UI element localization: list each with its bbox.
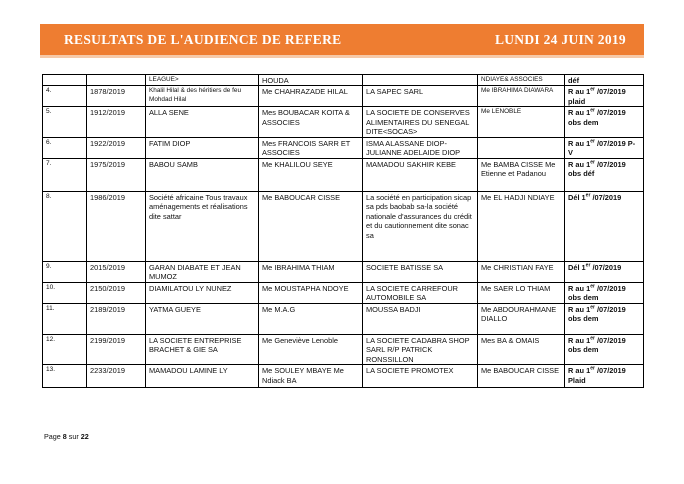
decision — [565, 334, 644, 364]
decision-prefix: R au 1 — [568, 304, 591, 314]
case-number: 2015/2019 — [87, 261, 146, 282]
defendant-lawyer: NDIAYE& ASSOCIES — [478, 75, 565, 86]
results-table — [42, 74, 644, 388]
hearing-date: LUNDI 24 JUIN 2019 — [494, 31, 626, 47]
defendant: SOCIETE BATISSE SA — [363, 261, 478, 282]
decision-prefix: R au 1 — [568, 108, 591, 118]
plaintiff: Khalil Hilal & des héritiers de feu Mohdad Hilal — [146, 86, 259, 107]
plaintiff: YATMA GUEYE — [146, 303, 259, 334]
case-number: 1912/2019 — [87, 107, 146, 137]
defendant: LA SAPEC SARL — [363, 86, 478, 107]
table-row — [43, 158, 644, 191]
table-row — [43, 137, 644, 158]
plaintiff: GARAN DIABATE ET JEAN MUMOZ — [146, 261, 259, 282]
defendant: LA SOCIETE CARREFOUR AUTOMOBILE SA — [363, 282, 478, 303]
case-number: 1975/2019 — [87, 158, 146, 191]
table-row — [43, 86, 644, 107]
plaintiff: Société africaine Tous travaux aménagements et réalisations dite sattar — [146, 191, 259, 261]
decision-prefix: R au 1 — [568, 87, 591, 97]
plaintiff-lawyer: Me BABOUCAR CISSE — [259, 191, 363, 261]
plaintiff-lawyer: Me M.A.G — [259, 303, 363, 334]
defendant-lawyer — [478, 137, 565, 158]
case-number: 1878/2019 — [87, 86, 146, 107]
decision — [565, 365, 644, 388]
header-banner — [40, 24, 644, 58]
row-number: 9. — [43, 261, 87, 282]
plaintiff-lawyer: Mes FRANCOIS SARR ET ASSOCIES — [259, 137, 363, 158]
row-number: 7. — [43, 158, 87, 191]
page-total: 22 — [80, 432, 89, 441]
defendant-lawyer: Me SAER LO THIAM — [478, 282, 565, 303]
page-label: Page — [44, 432, 61, 441]
plaintiff-lawyer: Me MOUSTAPHA NDOYE — [259, 282, 363, 303]
decision-prefix: R au 1 — [568, 283, 591, 293]
page-current: 8 — [62, 432, 67, 441]
decision — [565, 303, 644, 334]
plaintiff: MAMADOU LAMINE LY — [146, 365, 259, 388]
plaintiff: ALLA SENE — [146, 107, 259, 137]
defendant: MOUSSA BADJI — [363, 303, 478, 334]
defendant: LA SOCIETE PROMOTEX — [363, 365, 478, 388]
page-sep: sur — [68, 432, 79, 441]
plaintiff-lawyer: Me Geneviève Lenoble — [259, 334, 363, 364]
defendant-lawyer: Me LENOBLE — [478, 107, 565, 137]
decision-ordinal: er — [590, 283, 595, 290]
plaintiff-lawyer: Me KHALILOU SEYE — [259, 158, 363, 191]
plaintiff: FATIM DIOP — [146, 137, 259, 158]
decision-ordinal: er — [585, 262, 591, 269]
decision-ordinal: er — [590, 304, 595, 311]
defendant: MAMADOU SAKHIR KEBE — [363, 158, 478, 191]
row-number: 5. — [43, 107, 87, 137]
defendant: LA SOCIETE CADABRA SHOP SARL R/P PATRICK RONSSILLON — [363, 334, 478, 364]
decision-prefix: R au 1 — [568, 335, 591, 345]
table-row — [43, 261, 644, 282]
plaintiff: LEAGUE> — [146, 75, 259, 86]
row-number: 8. — [43, 191, 87, 261]
decision-suffix: /07/2019 obs dem — [568, 283, 626, 303]
decision-ordinal: er — [585, 192, 591, 199]
decision — [565, 261, 644, 282]
defendant-lawyer: Me EL HADJI NDIAYE — [478, 191, 565, 261]
decision-suffix: /07/2019 obs dem — [568, 108, 626, 127]
decision: déf — [565, 75, 644, 86]
defendant-lawyer: Me BABOUCAR CISSE — [478, 365, 565, 388]
row-number: 13. — [43, 365, 87, 388]
decision-ordinal: er — [590, 159, 595, 166]
row-number: 11. — [43, 303, 87, 334]
case-number — [87, 75, 146, 86]
table-row — [43, 334, 644, 364]
decision-suffix: /07/2019 — [590, 192, 622, 202]
case-number: 2199/2019 — [87, 334, 146, 364]
decision-prefix: R au 1 — [568, 138, 591, 148]
decision-suffix: /07/2019 obs déf — [568, 159, 626, 179]
plaintiff: DIAMILATOU LY NUNEZ — [146, 282, 259, 303]
case-number: 2189/2019 — [87, 303, 146, 334]
decision — [565, 107, 644, 137]
decision — [565, 282, 644, 303]
table-row — [43, 107, 644, 137]
plaintiff: LA SOCIETE ENTREPRISE BRACHET & GIE SA — [146, 334, 259, 364]
defendant-lawyer: Me IBRAHIMA DIAWARA — [478, 86, 565, 107]
defendant-lawyer: Me BAMBA CISSE Me Etienne et Padanou — [478, 158, 565, 191]
decision-suffix: /07/2019 obs dem — [568, 304, 626, 324]
decision-ordinal: er — [590, 335, 595, 342]
plaintiff: BABOU SAMB — [146, 158, 259, 191]
defendant — [363, 75, 478, 86]
case-number: 1922/2019 — [87, 137, 146, 158]
decision — [565, 86, 644, 107]
defendant-lawyer: Me ABDOURAHMANE DIALLO — [478, 303, 565, 334]
decision-ordinal: er — [590, 87, 595, 93]
decision — [565, 137, 644, 158]
decision-suffix: /07/2019 plaid — [568, 87, 626, 106]
plaintiff-lawyer: Me IBRAHIMA THIAM — [259, 261, 363, 282]
plaintiff-lawyer: Mes BOUBACAR KOITA & ASSOCIES — [259, 107, 363, 137]
case-number: 2233/2019 — [87, 365, 146, 388]
row-number: 10. — [43, 282, 87, 303]
defendant: LA SOCIETE DE CONSERVES ALIMENTAIRES DU SENEGAL DITE<SOCAS> — [363, 107, 478, 137]
plaintiff-lawyer: Me CHAHRAZADE HILAL — [259, 86, 363, 107]
decision-ordinal: er — [590, 107, 595, 114]
decision-prefix: R au 1 — [568, 366, 591, 376]
plaintiff-lawyer: HOUDA — [259, 75, 363, 86]
document-title: RESULTATS DE L'AUDIENCE DE REFERE — [64, 31, 342, 47]
decision-suffix: /07/2019 — [590, 262, 622, 272]
decision-prefix: Dél 1 — [568, 192, 586, 202]
defendant: ISMA ALASSANE DIOP-JULIANNE ADELAIDE DIOP — [363, 137, 478, 158]
decision-suffix: /07/2019 obs dem — [568, 335, 626, 355]
row-number — [43, 75, 87, 86]
table-row — [43, 303, 644, 334]
decision — [565, 158, 644, 191]
plaintiff-lawyer: Me SOULEY MBAYE Me Ndiack BA — [259, 365, 363, 388]
table-row-carryover — [43, 75, 644, 86]
table-row — [43, 191, 644, 261]
decision-prefix: R au 1 — [568, 159, 591, 169]
decision-suffix: /07/2019 P-V — [568, 138, 636, 158]
decision-ordinal: er — [590, 365, 595, 372]
decision-ordinal: er — [590, 138, 595, 145]
defendant-lawyer: Me CHRISTIAN FAYE — [478, 261, 565, 282]
defendant: La société en participation sicap sa pds baobab sa-la société nationale d'assurances du crédit et du cautionnement dite sonac sa — [363, 191, 478, 261]
decision-suffix: /07/2019 Plaid — [568, 366, 626, 385]
row-number: 12. — [43, 334, 87, 364]
case-number: 1986/2019 — [87, 191, 146, 261]
table-row — [43, 365, 644, 388]
row-number: 4. — [43, 86, 87, 107]
defendant-lawyer: Mes BA & OMAIS — [478, 334, 565, 364]
decision-prefix: Dél 1 — [568, 262, 586, 272]
table-row — [43, 282, 644, 303]
row-number: 6. — [43, 137, 87, 158]
page-footer — [44, 432, 89, 441]
decision — [565, 191, 644, 261]
case-number: 2150/2019 — [87, 282, 146, 303]
